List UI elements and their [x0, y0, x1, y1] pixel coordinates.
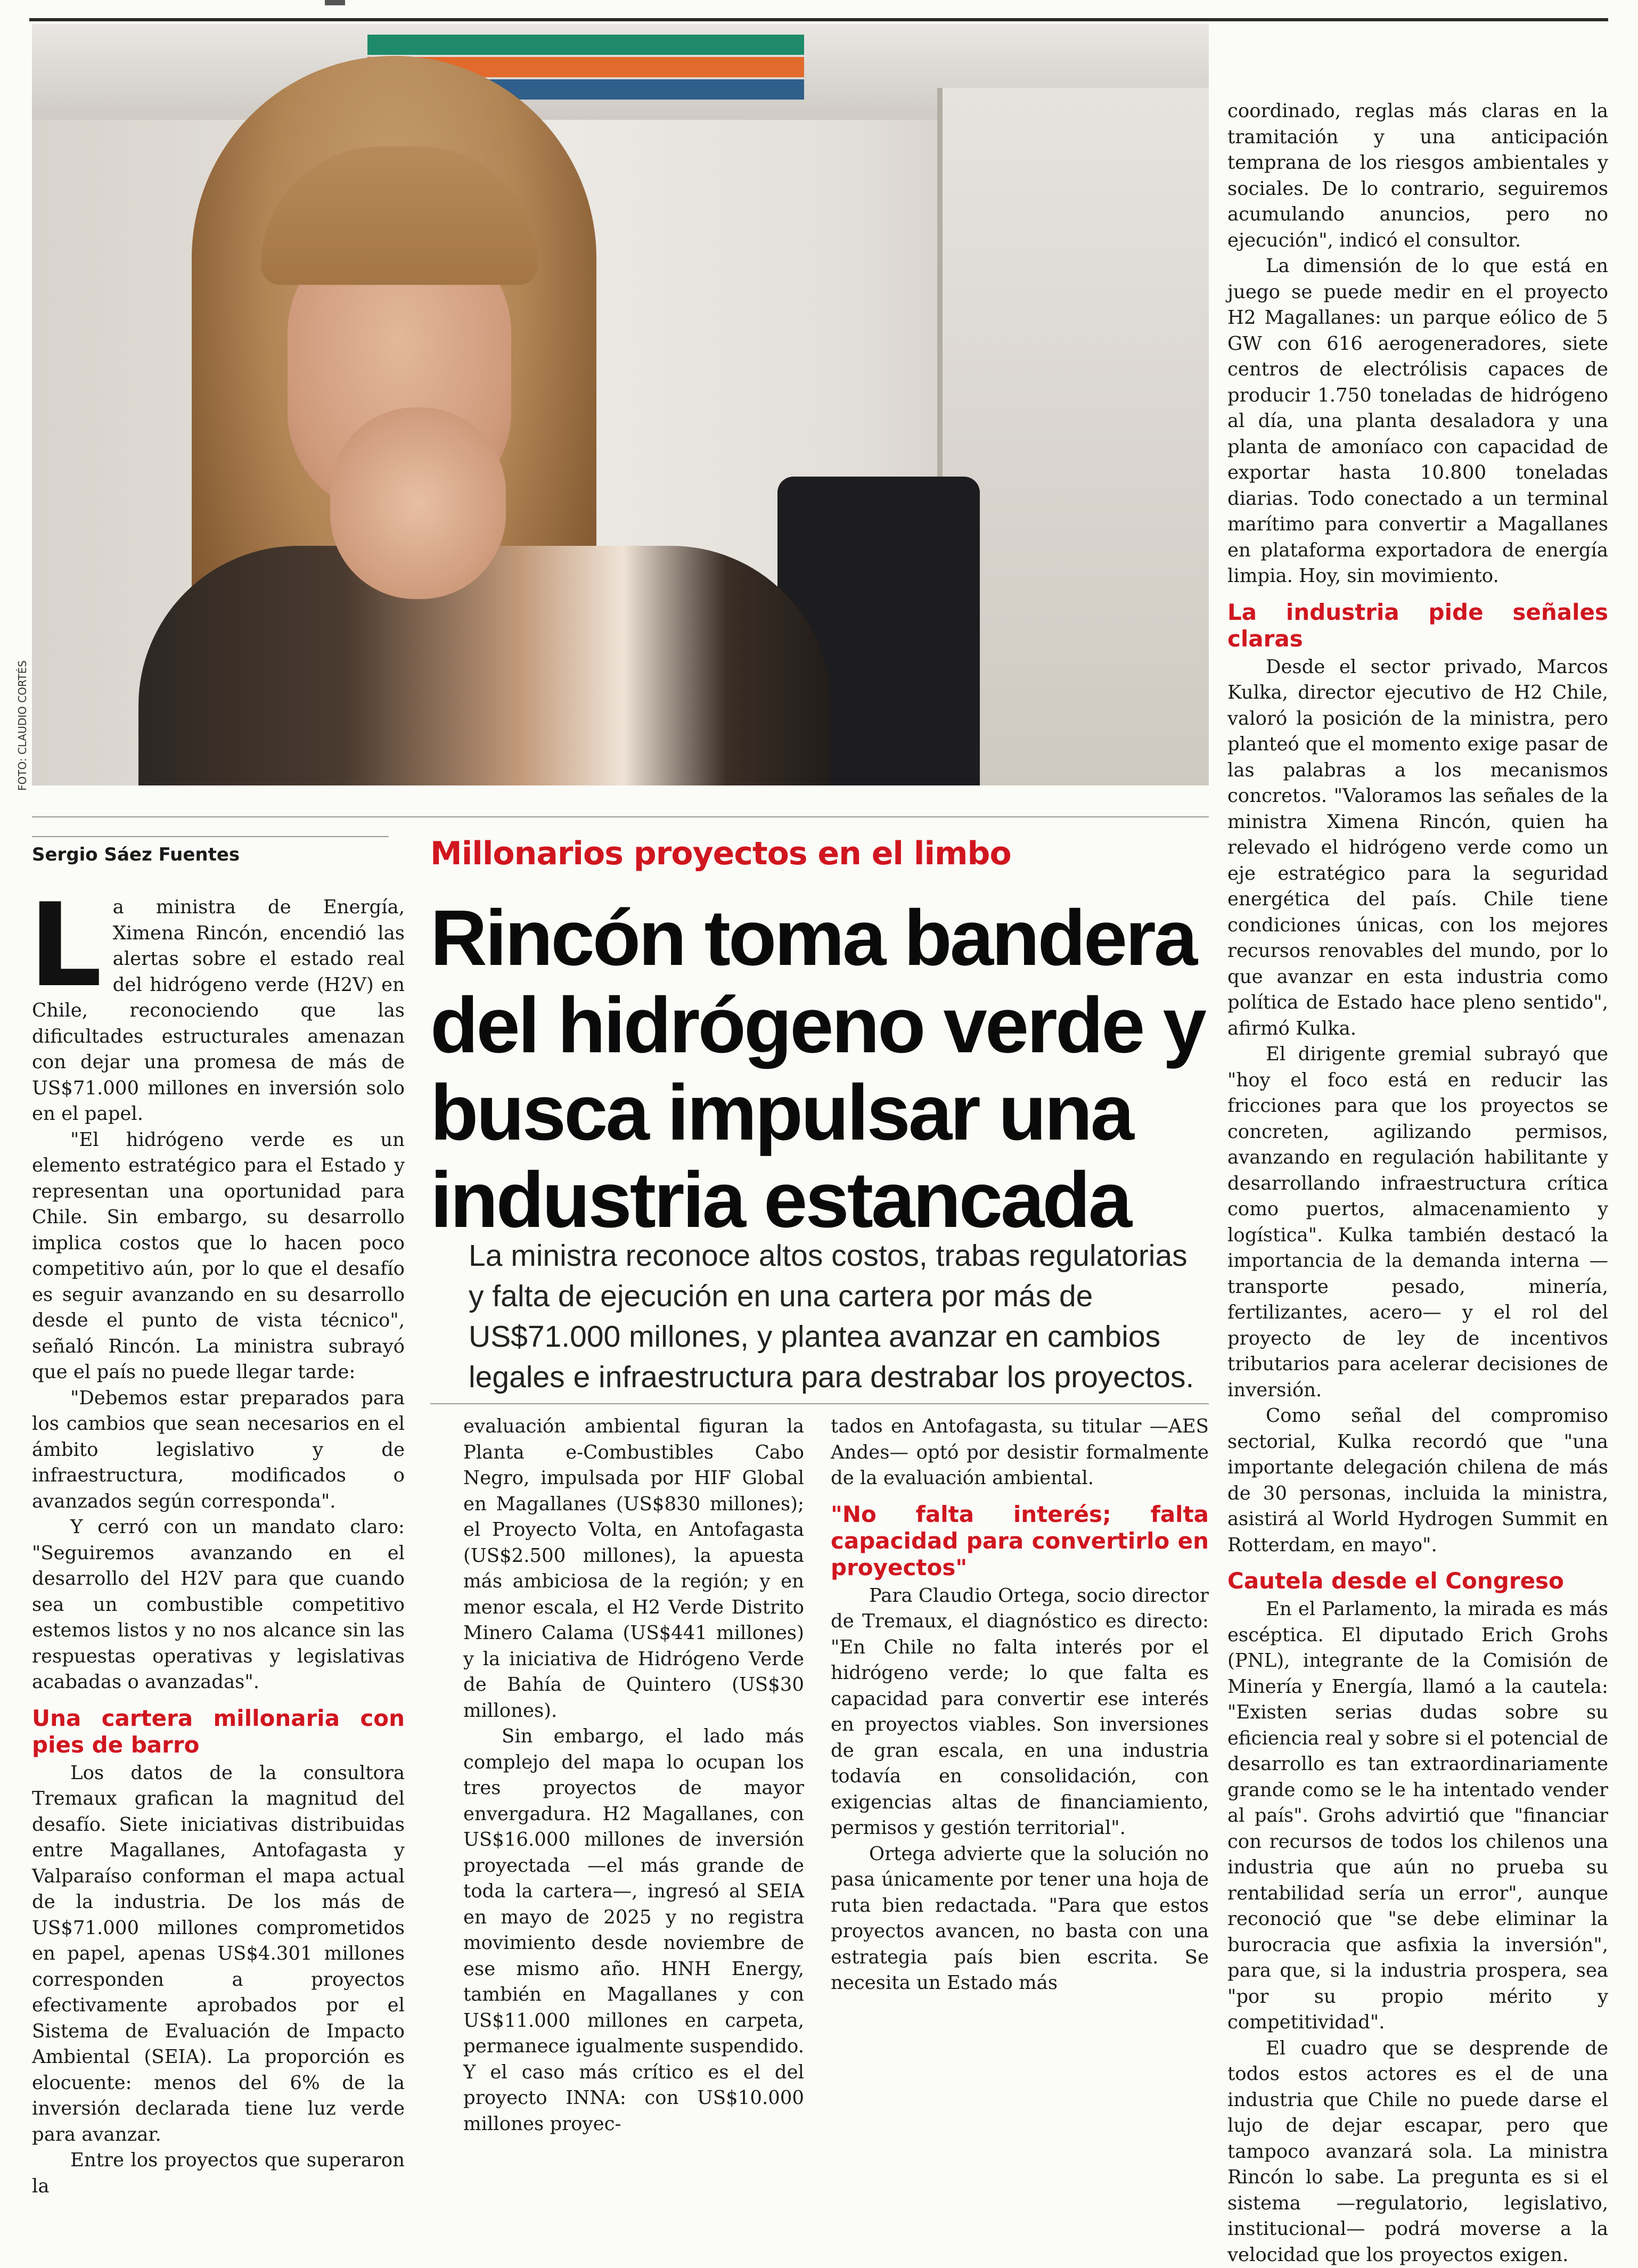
byline: Sergio Sáez Fuentes	[32, 844, 240, 865]
column-3	[831, 1414, 1209, 1996]
dek: La ministra reconoce altos costos, trabas regulatorias y falta de ejecución en una cartera por más de US$71.000 millones, y plantea avanzar en cambios legales e infraestructura para destrabar los proyectos.	[469, 1235, 1209, 1397]
book-green	[367, 35, 804, 55]
photo-bottom-rule	[32, 816, 1209, 817]
paragraph: La dimensión de lo que está en juego se puede medir en el proyecto H2 Magallanes: un parque eólico de 5 GW con 616 aerogeneradores, siete centros de electrólisis capaces de producir 1.750 toneladas de hidrógeno al día, una planta desaladora y una planta de amoníaco con capacidad de exportar hasta 10.800 toneladas diarias. Todo conectado a un terminal marítimo para convertir a Magallanes en plataforma exportadora de energía limpia. Hoy, sin movimiento.	[1227, 253, 1608, 589]
drop-cap: L	[29, 898, 102, 994]
paragraph: Desde el sector privado, Marcos Kulka, director ejecutivo de H2 Chile, valoró la posición de la ministra, pero planteó que el momento exige pasar de las palabras a los mecanismos concretos. "Valoramos las señales de la ministra Ximena Rincón, quien ha relevado el hidrógeno verde como un eje estratégico para la seguridad energética del país. Chile tiene condiciones únicas, con los mejores recursos renovables del mundo, por lo que avanzar en esta industria como política de Estado hace pleno sentido", afirmó Kulka.	[1227, 654, 1608, 1042]
paragraph: "El hidrógeno verde es un elemento estratégico para el Estado y representan una oportunidad para Chile. Sin embargo, su desarrollo implica costos que lo hacen poco competitivo aún, por lo que el desafío es seguir avanzando en su desarrollo desde el punto de vista técnico", señaló Rincón. La ministra subrayó que el país no puede llegar tarde:	[32, 1127, 405, 1386]
paragraph: En el Parlamento, la mirada es más escéptica. El diputado Erich Grohs (PNL), integrante de la Comisión de Minería y Energía, llamó a la cautela: "Existen serias dudas sobre su eficiencia real y sobre si el potencial de desarrollo es tan extraordinariamente grande como se le ha intentado vender al país". Grohs advirtió que "financiar con recursos de todos los chilenos una industria que aún no prueba su rentabilidad sería un error", aunque reconoció que "se debe eliminar la burocracia que asfixia la inversión", para que, si la industria prospera, sea "por su propio mérito y competitividad".	[1227, 1596, 1608, 2036]
photo-credit: FOTO: CLAUDIO CORTÉS	[16, 642, 29, 791]
column-4	[1227, 99, 1608, 2268]
paragraph: Sin embargo, el lado más complejo del mapa lo ocupan los tres proyectos de mayor envergadura. H2 Magallanes, con US$16.000 millones de inversión proyectada —el más grande de toda la cartera—, ingresó al SEIA en mayo de 2025 y no registra movimiento desde noviembre de ese mismo año. HNH Energy, también en Magallanes y con US$11.000 millones en carpeta, permanece igualmente suspendido. Y el caso más crítico es el del proyecto INNA: con US$10.000 millones proyec-	[463, 1724, 804, 2137]
paragraph: evaluación ambiental figuran la Planta e-Combustibles Cabo Negro, impulsada por HIF Global en Magallanes (US$830 millones); el Proyecto Volta, en Antofagasta (US$2.500 millones), la apuesta más ambiciosa de la región; y en menor escala, el H2 Verde Distrito Minero Calama (US$441 millones) y la iniciativa de Hidrógeno Verde de Bahía de Quintero (US$30 millones).	[463, 1414, 804, 1724]
paragraph: Los datos de la consultora Tremaux grafican la magnitud del desafío. Siete iniciativas distribuidas entre Magallanes, Antofagasta y Valparaíso conforman el mapa actual de la industria. De los más de US$71.000 millones comprometidos en papel, apenas US$4.301 millones corresponden a proyectos efectivamente aprobados por el Sistema de Evaluación de Impacto Ambiental (SEIA). La proporción es elocuente: menos del 6% de la inversión declarada tiene luz verde para avanzar.	[32, 1761, 405, 2148]
column-1	[32, 895, 405, 2199]
dek-rule	[430, 1403, 1209, 1404]
paragraph: El cuadro que se desprende de todos estos actores es el de una industria que Chile no puede darse el lujo de dejar escapar, pero que tampoco avanzará sola. La ministra Rincón lo sabe. La pregunta es si el sistema —regulatorio, legislativo, institucional— podrá moverse a la velocidad que los proyectos exigen.	[1227, 2036, 1608, 2268]
paragraph: Y cerró con un mandato claro: "Seguiremos avanzando en el desarrollo del H2V para que cuando sea un combustible competitivo estemos listos y no nos alcance sin las respuestas operativas y legislativas acabadas o avanzadas".	[32, 1514, 405, 1696]
paragraph: Para Claudio Ortega, socio director de Tremaux, el diagnóstico es directo: "En Chile no falta interés por el hidrógeno verde; lo que falta es capacidad para convertir ese interés en proyectos viables. Son inversiones de gran escala, en una industria todavía en consolidación, con exigencias altas de financiamiento, permisos y gestión territorial".	[831, 1583, 1209, 1841]
photo-body	[138, 546, 831, 785]
subheading: Cautela desde el Congreso	[1227, 1568, 1608, 1594]
kicker: Millonarios proyectos en el limbo	[430, 835, 1011, 872]
paragraph: El dirigente gremial subrayó que "hoy el foco está en reducir las fricciones para que los proyectos se concreten, agilizando permisos, avanzando en regulación habilitante y desarrollando infraestructura crítica como puertos, almacenamiento y logística". Kulka también destacó la importancia de la demanda interna —transporte pesado, minería, fertilizantes, acero— y el rol del proyecto de ley de incentivos tributarios para acelerar decisiones de inversión.	[1227, 1042, 1608, 1403]
paragraph: coordinado, reglas más claras en la tramitación y una anticipación temprana de los riesgos ambientales y sociales. De lo contrario, seguiremos acumulando anuncios, pero no ejecución", indicó el consultor.	[1227, 99, 1608, 253]
subheading: "No falta interés; falta capacidad para convertirlo en proyectos"	[831, 1501, 1209, 1581]
paragraph: Entre los proyectos que superaron la	[32, 2148, 405, 2199]
paragraph: "Debemos estar preparados para los cambios que sean necesarios en el ámbito legislativo y de infraestructura, modificados o avanzados según corresponda".	[32, 1386, 405, 1515]
paragraph: Como señal del compromiso sectorial, Kulka recordó que "una importante delegación chilena de más de 30 personas, incluida la ministra, asistirá al World Hydrogen Summit en Rotterdam, en mayo".	[1227, 1403, 1608, 1558]
paragraph: La ministra de Energía, Ximena Rincón, encendió las alertas sobre el estado real del hidrógeno verde (H2V) en Chile, reconociendo que las dificultades estructurales amenazan con dejar una promesa de más de US$71.000 millones en inversión solo en el papel.	[32, 895, 405, 1127]
byline-rule	[32, 836, 389, 837]
paragraph: tados en Antofagasta, su titular —AES Andes— optó por desistir formalmente de la evaluación ambiental.	[831, 1414, 1209, 1492]
subheading: Una cartera millonaria con pies de barro	[32, 1705, 405, 1758]
top-rule	[29, 18, 1608, 21]
headline: Rincón toma bandera del hidrógeno verde y busca impulsar una industria estancada	[430, 895, 1218, 1244]
subheading: La industria pide señales claras	[1227, 599, 1608, 652]
paragraph: Ortega advierte que la solución no pasa únicamente por tener una hoja de ruta bien redactada. "Para que estos proyectos avancen, no basta con una estrategia país bien escrita. Se necesita un Estado más	[831, 1841, 1209, 1996]
photo-hands	[330, 407, 506, 599]
section-marker	[325, 0, 345, 5]
article-photo	[32, 24, 1209, 785]
column-2	[463, 1414, 804, 2137]
